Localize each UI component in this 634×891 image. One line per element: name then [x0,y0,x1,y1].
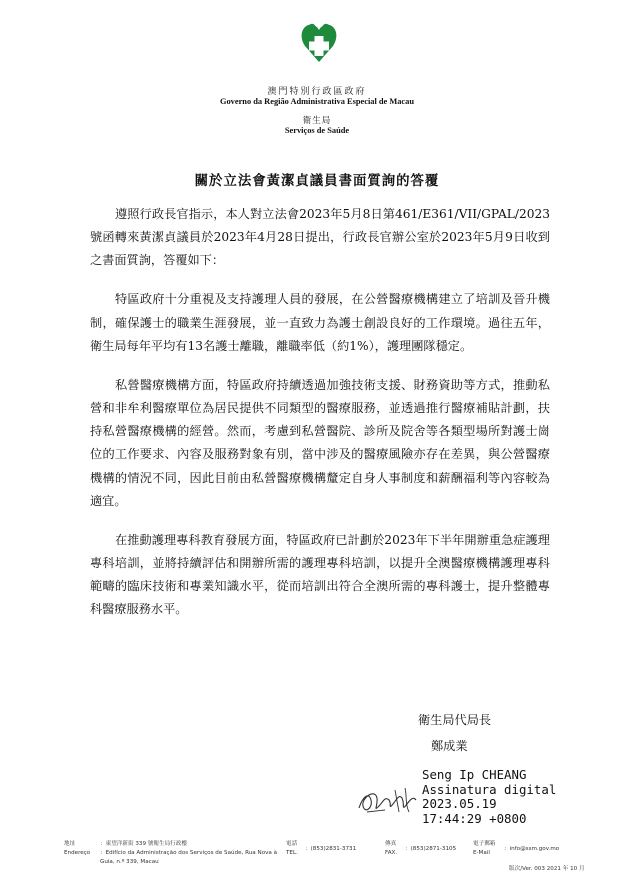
digital-signature-date: 2023.05.19 [422,796,497,812]
footer-tel-value: ：(853)2831-3731 [305,846,357,852]
footer-address: ：東望洋新街 339 號衛生局行政樓 ：Edifício da Administração dos Serviços de Saúde, Rua Nova à Guia, n.º 339, Macau [100,841,278,865]
document-title: 關於立法會黃潔貞議員書面質詢的答覆 [194,174,440,189]
paragraph-intro: 遵照行政長官指示，本人對立法會2023年5月8日第461/E361/VII/GPAL/2023號函轉來黃潔貞議員於2023年4月28日提出，行政長官辦公室於2023年5月9日收到之書面質詢，答覆如下： [90,207,550,268]
department-name-chinese: 衛生局 [302,116,332,126]
footer-email-value[interactable]: ：info@ssm.gov.mo [504,846,560,852]
digital-signer-name: Seng Ip CHEANG [422,767,527,782]
paragraph-private-institutions: 私營醫療機構方面，特區政府持續透過加強技術支援、財務資助等方式，推動私營和非牟利醫療單位為居民提供不同類型的醫療服務，並透過推行醫療補貼計劃，扶持私營醫療機構的經營。然而，考慮到私營醫院、診所及院舍等各類型場所對護士崗位的工作要求、內容及服務對象有別，當中涉及的醫療風險亦存在差異，與公營醫療機構的情況不同，因此目前由私營醫療機構釐定自身人事制度和薪酬福利等內容較為適宜。 [90,377,550,508]
footer-fax-labels: 傳真 FAX. [385,841,398,856]
digital-signature-label: Assinatura digital [422,781,557,797]
digital-signature-block [422,768,556,826]
government-name-chinese: 澳門特別行政區政府 [267,87,367,97]
paragraph-public-institutions: 特區政府十分重視及支持護理人員的發展，在公營醫療機構建立了培訓及晉升機制，確保護士的職業生涯發展，並一直致力為護士創設良好的工作環境。過往五年，衛生局每年平均有13名護士離職，離職率低（約1%），護理團隊穩定。 [90,292,550,353]
digital-signature-time: 17:44:29 +0800 [422,810,527,826]
department-name-portuguese: Serviços de Saúde [284,126,350,135]
health-bureau-logo-icon [297,22,341,66]
signatory-name: 鄭成業 [431,739,468,753]
footer-fax-value: ：(853)2871-3105 [405,846,457,852]
signatory-position: 衛生局代局長 [418,713,492,727]
footer-address-labels: 地址 Endereço [64,841,91,856]
footer-tel-labels: 電話 TEL. [286,841,298,856]
footer-email-labels: 電子郵箱 E-Mail [473,841,496,856]
paragraph-specialist-training: 在推動護理專科教育發展方面，特區政府已計劃於2023年下半年開辦重急症護理專科培訓，並將持續評估和開辦所需的護理專科培訓，以提升全澳醫療機構護理專科範疇的臨床技術和專業知識水平，從而培訓出符合全澳所需的專科護士，提升整體專科醫療服務水平。 [90,532,550,617]
footer-version: 版次/Ver. 003 2021 年 10 月 [509,866,585,872]
document-body [90,203,550,637]
government-name-portuguese: Governo da Região Administrativa Especial de Macau [219,97,414,106]
handwritten-signature-icon [355,782,420,820]
